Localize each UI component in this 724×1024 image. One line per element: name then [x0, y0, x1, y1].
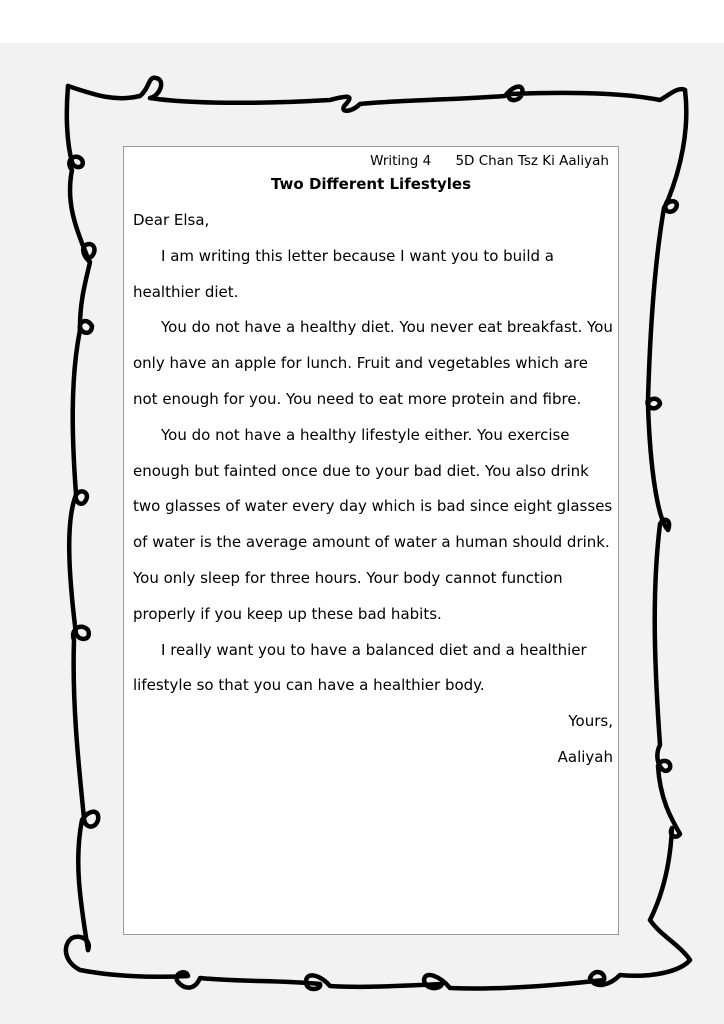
- paragraph: I really want you to have a balanced diet and a healthier lifestyle so that you can have a healthier body.: [133, 640, 587, 695]
- letter-title: Two Different Lifestyles: [270, 175, 472, 193]
- assignment-label: Writing 4: [370, 153, 432, 169]
- paragraph: You do not have a healthy lifestyle either. You exercise enough but fainted once due to your bad diet. You also drink two glasses of water every day which is bad since eight glasses of water is the average amount of water a human should drink. You only sleep for three hours. Your body cannot function properly if you keep up these bad habits.: [133, 425, 613, 623]
- closing: Yours,: [568, 712, 613, 731]
- letter-body: [133, 203, 613, 776]
- signature: Aaliyah: [557, 747, 613, 766]
- header-line: [370, 153, 609, 169]
- student-name: 5D Chan Tsz Ki Aaliyah: [455, 153, 609, 169]
- greeting: Dear Elsa,: [133, 211, 210, 229]
- paragraph: You do not have a healthy diet. You never eat breakfast. You only have an apple for lunch. Fruit and vegetables which are not enough for you. You need to eat more protein and fibre.: [133, 318, 613, 408]
- paragraph: I am writing this letter because I want you to build a healthier diet.: [133, 246, 554, 301]
- letter-page: [123, 146, 619, 935]
